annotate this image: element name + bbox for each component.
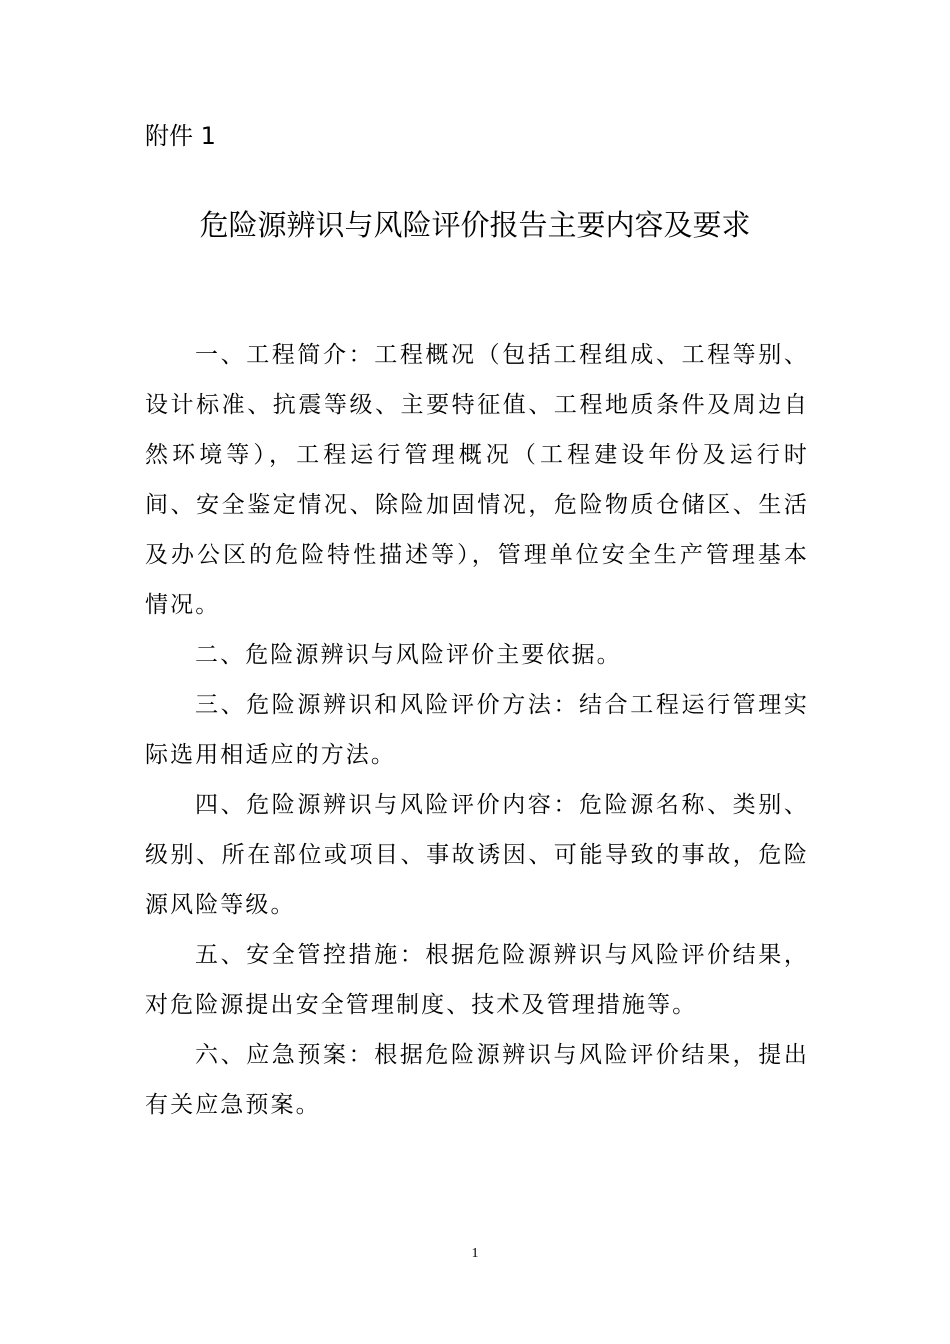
paragraph-project-overview: 一、工程简介：工程概况（包括工程组成、工程等别、设计标准、抗震等级、主要特征值、工程地质条件及周边自然环境等），工程运行管理概况（工程建设年份及运行时间、安全鉴定情况、除险加固情况，危险物质仓储区、生活及办公区的危险特性描述等），管理单位安全生产管理基本情况。	[145, 342, 809, 618]
paragraph-basis: 二、危险源辨识与风险评价主要依据。	[195, 642, 622, 668]
document-title: 危险源辨识与风险评价报告主要内容及要求	[199, 208, 751, 242]
paragraph-control-measures: 五、安全管控措施：根据危险源辨识与风险评价结果，对危险源提出安全管理制度、技术及管理措施等。	[145, 942, 809, 1018]
paragraph-content: 四、危险源辨识与风险评价内容：危险源名称、类别、级别、所在部位或项目、事故诱因、可能导致的事故，危险源风险等级。	[145, 792, 809, 918]
paragraph-emergency-plan: 六、应急预案：根据危险源辨识与风险评价结果，提出有关应急预案。	[145, 1042, 809, 1118]
paragraph-methods: 三、危险源辨识和风险评价方法：结合工程运行管理实际选用相适应的方法。	[145, 692, 809, 768]
document-body	[145, 330, 809, 1130]
attachment-label: 附件 1	[145, 122, 216, 150]
page-number: 1	[471, 1246, 479, 1261]
